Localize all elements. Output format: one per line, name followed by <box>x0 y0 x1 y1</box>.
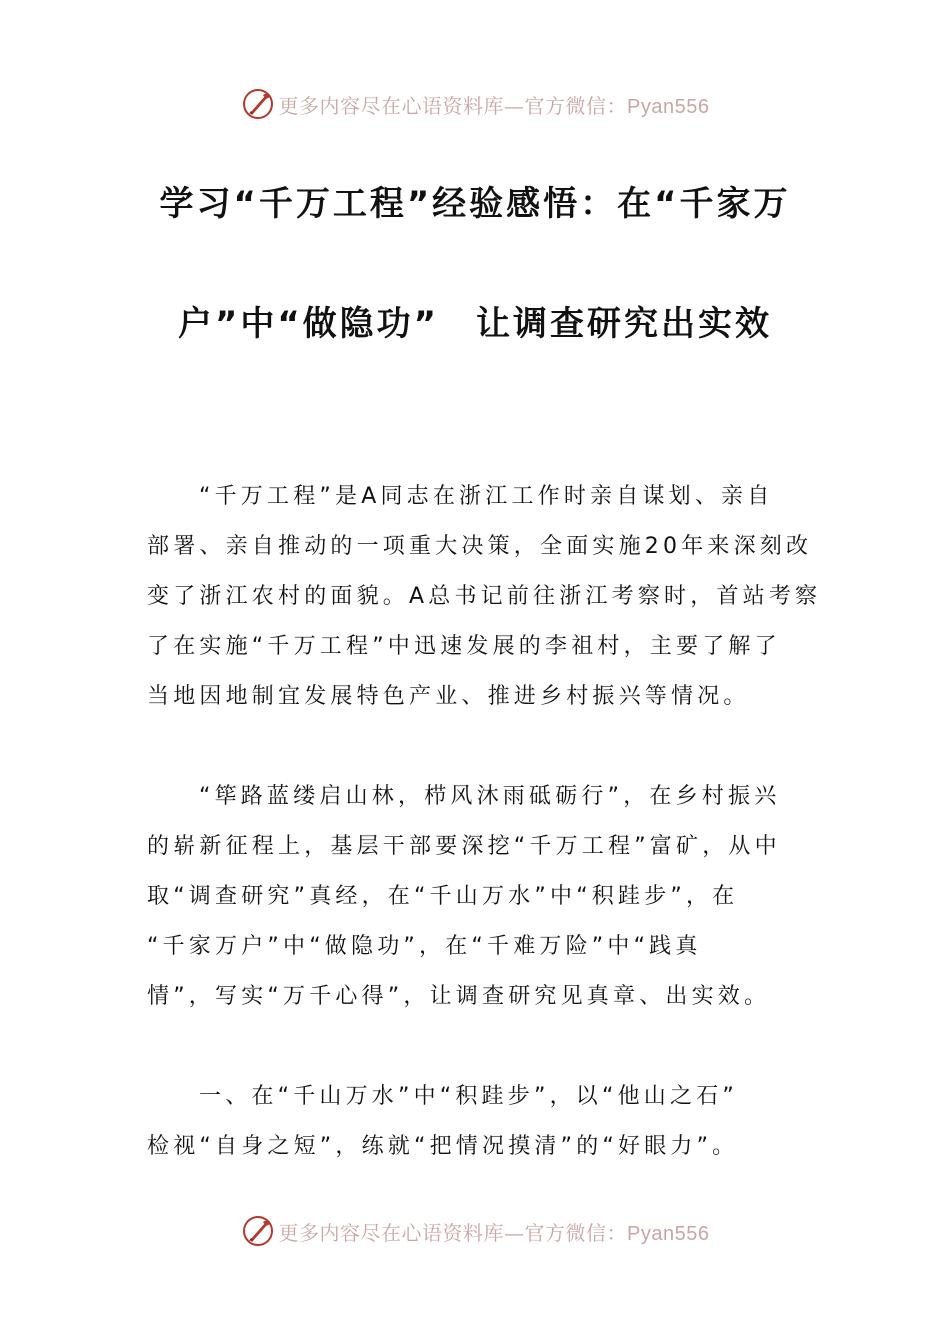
watermark-wechat-id: Pyan556 <box>627 1222 710 1245</box>
paragraph-line: 变了浙江农村的面貌。A总书记前往浙江考察时，首站考察 <box>147 584 822 609</box>
paragraph-line: 部署、亲自推动的一项重大决策，全面实施20年来深刻改 <box>147 534 813 559</box>
paragraph-line: “千家万户”中“做隐功”，在“千难万险”中“践真 <box>147 934 702 959</box>
document-title-line-2: 户”中“做隐功” 让调查研究出实效 <box>177 304 773 344</box>
paragraph-line: 取“调查研究”真经，在“千山万水”中“积跬步”，在 <box>147 884 739 909</box>
paragraph-1 <box>147 472 822 722</box>
paragraph-line: “筚路蓝缕启山林，栉风沐雨砥砺行”，在乡村振兴 <box>199 784 781 809</box>
quill-pen-logo-icon <box>241 1214 275 1248</box>
paragraph-line: 的崭新征程上，基层干部要深挖“千万工程”富矿，从中 <box>147 834 781 859</box>
paragraph-line: 当地因地制宜发展特色产业、推进乡村振兴等情况。 <box>147 684 750 709</box>
paragraph-line: 检视“自身之短”，练就“把情况摸清”的“好眼力”。 <box>147 1134 739 1159</box>
header-watermark <box>0 84 950 124</box>
watermark-wechat-id: Pyan556 <box>627 95 710 118</box>
document-title-line-1: 学习“千万工程”经验感悟：在“千家万 <box>159 184 791 224</box>
paragraph-line: 一、在“千山万水”中“积跬步”，以“他山之石” <box>199 1084 738 1109</box>
watermark-text: 更多内容尽在心语资料库—官方微信：Pyan556 <box>278 93 710 118</box>
quill-pen-logo-icon <box>241 87 275 121</box>
section-heading-1 <box>147 1072 807 1172</box>
paragraph-2 <box>147 772 807 1022</box>
paragraph-line: 了在实施“千万工程”中迅速发展的李祖村，主要了解了 <box>147 634 781 659</box>
paragraph-line: 情”，写实“万千心得”，让调查研究见真章、出实效。 <box>147 984 771 1009</box>
paragraph-line: “千万工程”是A同志在浙江工作时亲自谋划、亲自 <box>199 484 774 509</box>
footer-watermark <box>0 1211 950 1251</box>
watermark-text: 更多内容尽在心语资料库—官方微信：Pyan556 <box>278 1220 710 1245</box>
